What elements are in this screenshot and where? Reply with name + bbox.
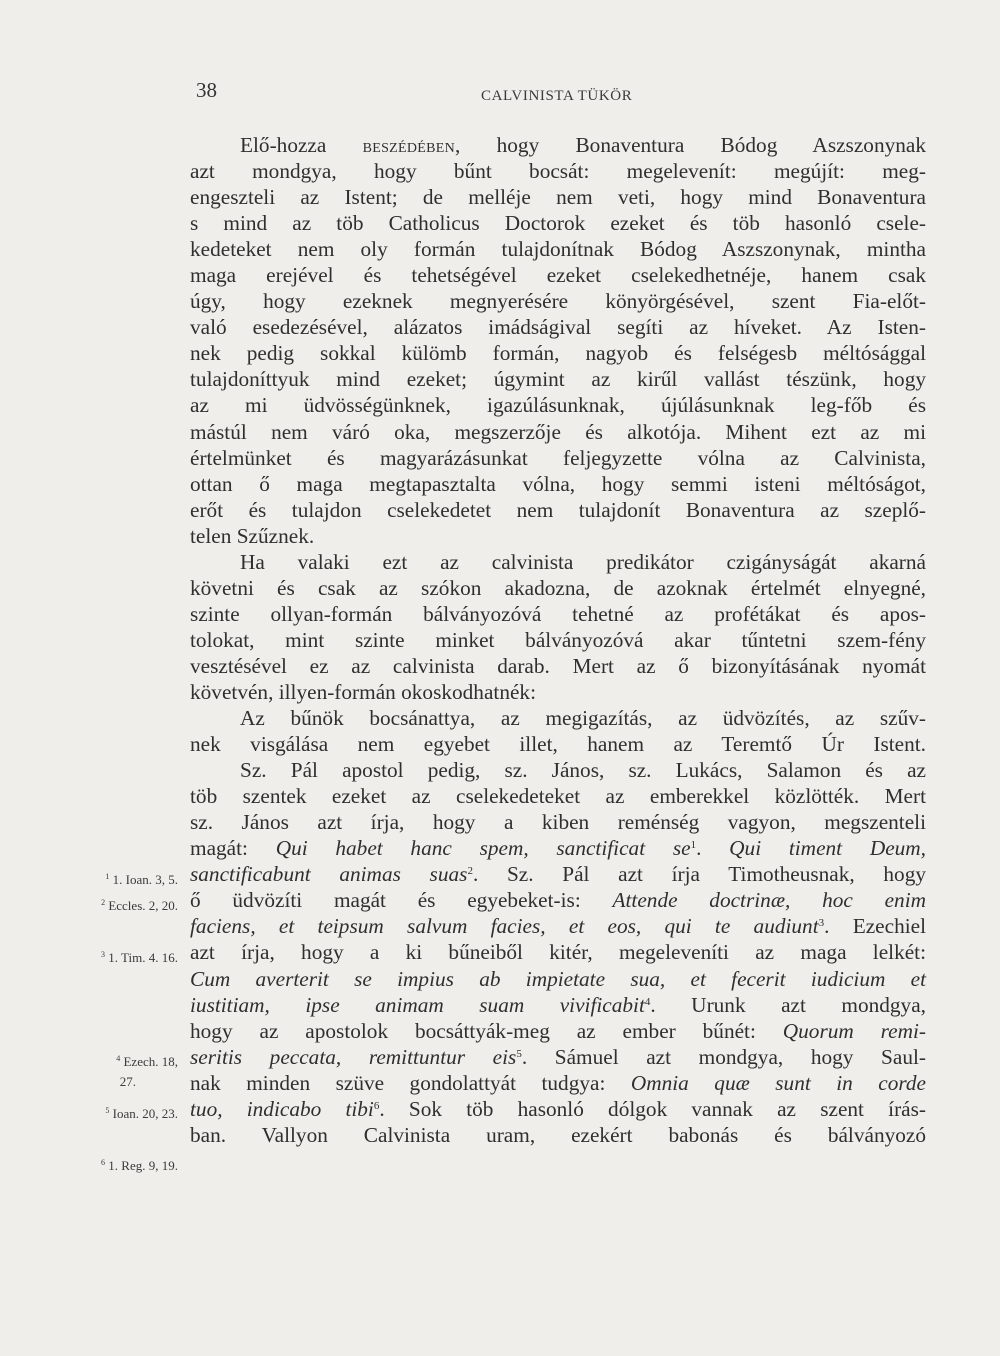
text-line: faciens, et teipsum salvum facies, et eos, qui te audiunt$^3$. Ezechiel — [190, 914, 927, 939]
text-line: úgy, hogy ezeknek megnyerésére könyörgésével, szent Fia-előt- — [190, 289, 926, 314]
text-line: ő üdvözíti magát és egyebeket-is: Attende doctrinæ, hoc enim — [190, 888, 926, 913]
margin-notes — [0, 0, 190, 1356]
text-line: Ha valaki ezt az calvinista predikátor czigányságát akarná — [240, 549, 926, 574]
text-line: mástúl nem váró oka, megszerzője és alkotója. Mihent ezt az mi — [190, 419, 926, 444]
text-line: Az bűnök bocsánattya, az megigazítás, az üdvözítés, az szűv- — [240, 706, 926, 731]
text-line: telen Szűznek. — [190, 523, 315, 548]
text-line: maga erejével és tehetségével ezeket cselekedhetnéje, hanem csak — [190, 263, 926, 288]
text-line: iustitiam, ipse animam suam vivificabit$^4$. Urunk azt mondgya, — [190, 992, 926, 1017]
text-line: töb szentek ezeket az cselekedeteket az emberekkel közlötték. Mert — [190, 784, 926, 809]
text-line: ban. Vallyon Calvinista uram, ezekért babonás és bálványozó — [190, 1122, 926, 1147]
footnote-ref: 6 — [373, 1099, 380, 1112]
running-title: CALVINISTA TÜKÖR — [481, 88, 633, 104]
text-line: kedeteket nem oly formán tulajdonítnak Bódog Aszszonynak, mintha — [190, 237, 926, 262]
text-line: tolokat, mint szinte minket bálványozóvá akar tűntetni szem-fény — [190, 627, 926, 652]
footnote-ref: 2 — [467, 865, 473, 878]
margin-note: $^2$ Eccles. 2, 20. — [101, 898, 178, 913]
text-line: Sz. Pál apostol pedig, sz. János, sz. Lukács, Salamon és az — [240, 758, 926, 783]
text-line: hogy az apostolok bocsáttyák-meg az ember bűnét: Quorum remi- — [190, 1018, 927, 1043]
text-line: seritis peccata, remittuntur eis$^5$. Sámuel azt mondgya, hogy Saul- — [190, 1044, 926, 1069]
text-line: nek visgálása nem egyebet illet, hanem az Teremtő Úr Istent. — [190, 732, 926, 757]
text-line: nak minden szüve gondolattyát tudgya: Omnia quæ sunt in corde — [190, 1070, 926, 1095]
text-line: sz. János azt írja, hogy a kiben reménség vagyon, megszenteli — [190, 810, 926, 835]
margin-note: $^4$ Ezech. 18, — [116, 1054, 178, 1069]
footnote-ref: 4 — [644, 995, 651, 1008]
text-line: erőt és tulajdon cselekedetet nem tulajdonít Bonaventura az szeplő- — [190, 497, 926, 522]
margin-note: $^6$ 1. Reg. 9, 19. — [101, 1158, 178, 1173]
text-line: engeszteli az Istent; de melléje nem veti, hogy mind Bonaventura — [190, 185, 926, 210]
text-line: az mi üdvösségünknek, igazúlásunknak, újúlásunknak leg-főb és — [190, 393, 926, 418]
text-line: tulajdoníttyuk mind ezeket; úgymint az kirűl vallást tészünk, hogy — [190, 367, 926, 392]
text-line: magát: Qui habet hanc spem, sanctificat $se^1$. Qui timent Deum, — [190, 836, 927, 861]
page-header — [196, 78, 926, 108]
page-number: 38 — [196, 78, 217, 102]
text-line: való esedezésével, alázatos imádságival segíti az híveket. Az Isten- — [190, 315, 926, 340]
text-line: vesztésével ez az calvinista darab. Mert az ő bizonyításának nyomát — [190, 653, 926, 678]
text-line: követvén, illyen-formán okoskodhatnék: — [190, 679, 536, 704]
footnote-ref: 3 — [818, 917, 825, 930]
text-line: értelmünket és magyarázásunkat feljegyzette vólna az Calvinista, — [190, 445, 926, 470]
text-line: ottan ő maga megtapasztalta vólna, hogy semmi isteni méltóságot, — [190, 471, 926, 496]
text-line: szinte ollyan-formán bálványozóvá tehetné az profétákat és apos- — [190, 601, 926, 626]
text-line: Elő-hozza BESZÉDÉBEN, hogy Bonaventura Bódog Aszszonynak — [240, 133, 926, 157]
margin-note: $^3$ 1. Tim. 4. 16. — [101, 950, 178, 965]
text-line: s mind az töb Catholicus Doctorok ezeket és töb hasonló csele- — [190, 211, 926, 236]
footnote-ref: 1 — [690, 839, 697, 852]
text-line: Cum averterit se impius ab impietate sua, et fecerit iudicium et — [190, 966, 926, 991]
footnote-ref: 5 — [516, 1047, 522, 1060]
margin-note-continued: 27. — [119, 1074, 136, 1089]
text-line: tuo, indicabo tibi$^6$. Sok töb hasonló dólgok vannak az szent írás- — [190, 1096, 926, 1121]
text-line: nek pedig sokkal külömb formán, nagyob és felségesb méltósággal — [190, 341, 926, 366]
margin-note: $^1$ 1. Ioan. 3, 5. — [105, 872, 178, 887]
body-text — [190, 132, 926, 1148]
margin-note: $^5$ Ioan. 20, 23. — [105, 1106, 178, 1121]
text-line: sanctificabunt animas suas$^2$. Sz. Pál azt írja Timotheusnak, hogy — [190, 862, 926, 887]
text-line: követni és csak az szókon akadozna, de azoknak értelmét elnyegné, — [190, 575, 926, 600]
text-line: azt írja, hogy a ki bűneiből kitér, megeleveníti az maga lelkét: — [190, 940, 926, 965]
text-line: azt mondgya, hogy bűnt bocsát: megelevenít: megújít: meg- — [190, 159, 926, 184]
